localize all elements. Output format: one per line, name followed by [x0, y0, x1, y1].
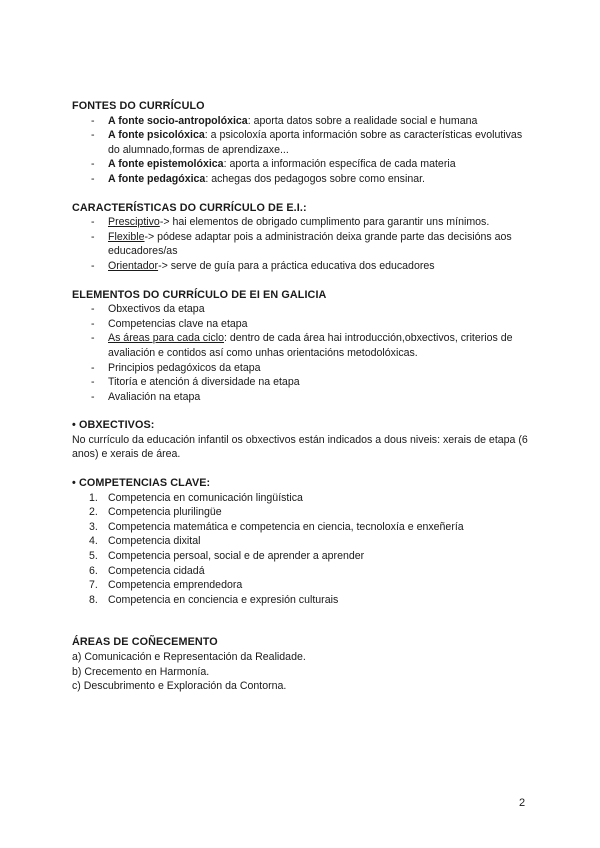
item-text: Titoría e atención á diversidade na etapa — [108, 376, 300, 389]
list-item — [72, 259, 532, 274]
fontes-list — [72, 114, 532, 187]
elementos-list — [72, 302, 532, 404]
areas-line: a) Comunicación e Representación da Realidade. — [72, 651, 306, 663]
item-text: Competencia en conciencia e expresión culturais — [108, 593, 339, 606]
item-text: Principios pedagóxicos da etapa — [108, 361, 261, 374]
list-item — [72, 331, 532, 360]
item-text: -> pódese adaptar pois a administración deixa grande parte das decisións aos educadores/as — [108, 230, 512, 258]
list-marker: - — [91, 129, 95, 142]
list-item — [72, 317, 532, 332]
list-item — [72, 564, 532, 579]
item-text: Competencia matemática e competencia en ciencia, tecnoloxía e enxeñería — [108, 520, 464, 533]
section-competencias — [72, 476, 532, 607]
item-text: Competencia cidadá — [108, 564, 205, 577]
list-item — [72, 375, 532, 390]
list-item — [72, 114, 532, 129]
section-fontes — [72, 99, 532, 187]
list-marker: 5. — [89, 550, 98, 563]
list-item — [72, 593, 532, 608]
list-marker: - — [91, 230, 95, 243]
item-text: -> serve de guía para a práctica educativa dos educadores — [158, 259, 435, 272]
areas-line: c) Descubrimento e Exploración da Contorna. — [72, 680, 287, 693]
list-marker: 4. — [89, 535, 98, 548]
item-term: Presciptivo — [108, 216, 160, 229]
section-heading-areas: ÁREAS DE COÑECEMENTO — [72, 636, 218, 649]
list-marker: - — [91, 361, 95, 374]
caracteristicas-list — [72, 215, 532, 273]
section-heading-obxectivos: • OBXECTIVOS: — [72, 419, 155, 432]
item-text: : a psicoloxía aporta información sobre as características evolutivas do alumnado,formas de aprendizaxe... — [108, 129, 523, 156]
page-content — [72, 99, 532, 708]
item-text: : achegas dos pedagogos sobre como ensinar. — [205, 172, 426, 185]
list-marker: - — [91, 317, 95, 330]
item-text: Competencia plurilingüe — [108, 506, 222, 519]
section-heading-fontes: FONTES DO CURRÍCULO — [72, 100, 205, 112]
list-item — [72, 128, 532, 157]
item-text: Competencia dixital — [108, 535, 201, 548]
list-item — [72, 172, 532, 187]
list-marker: - — [91, 172, 95, 185]
list-marker: 1. — [89, 491, 98, 504]
list-marker: - — [91, 259, 95, 272]
section-caracteristicas — [72, 201, 532, 274]
section-elementos — [72, 288, 532, 405]
list-item — [72, 390, 532, 405]
item-term: A fonte socio-antropolóxica — [108, 114, 248, 127]
areas-line: b) Crecemento en Harmonía. — [72, 665, 210, 678]
spacer — [72, 621, 532, 635]
list-marker: - — [91, 114, 95, 127]
list-marker: 8. — [89, 593, 98, 606]
item-text: : dentro de cada área hai introducción,obxectivos, criterios de avaliación e contidos así como unhas orientacións metodolóxicas. — [108, 332, 513, 359]
list-marker: 3. — [89, 520, 98, 533]
item-text: Competencias clave na etapa — [108, 317, 248, 330]
section-obxectivos — [72, 418, 532, 462]
item-text: Competencia en comunicación lingüística — [108, 491, 303, 504]
section-areas — [72, 635, 532, 693]
competencias-list — [72, 491, 532, 608]
list-item — [72, 491, 532, 506]
list-item — [72, 578, 532, 593]
list-item — [72, 230, 532, 259]
item-term: A fonte epistemolóxica — [108, 158, 224, 171]
list-marker: - — [91, 332, 95, 345]
list-item — [72, 215, 532, 230]
item-term: A fonte psicolóxica — [108, 129, 205, 142]
item-term: Flexible — [108, 230, 145, 243]
list-item — [72, 361, 532, 376]
list-marker: - — [91, 303, 95, 316]
section-heading-elementos: ELEMENTOS DO CURRÍCULO DE EI EN GALICIA — [72, 288, 327, 301]
list-marker: - — [91, 158, 95, 171]
list-marker: 2. — [89, 506, 98, 519]
list-item — [72, 302, 532, 317]
list-item — [72, 520, 532, 535]
section-heading-competencias: • COMPETENCIAS CLAVE: — [72, 477, 211, 490]
item-text: : aporta datos sobre a realidade social e humana — [247, 114, 478, 127]
obxectivos-paragraph: No currículo da educación infantil os obxectivos están indicados a dous niveis: xerais de etapa (6 anos) e xerais de área. — [72, 433, 528, 461]
item-text: Avaliación na etapa — [108, 390, 201, 403]
list-marker: - — [91, 376, 95, 389]
list-marker: - — [91, 390, 95, 403]
item-text: Obxectivos da etapa — [108, 303, 205, 316]
section-heading-caracteristicas: CARACTERÍSTICAS DO CURRÍCULO DE E.I.: — [72, 201, 307, 214]
item-term: Orientador — [108, 259, 159, 272]
list-marker: 6. — [89, 564, 98, 577]
item-text: -> hai elementos de obrigado cumplimento para garantir uns mínimos. — [159, 216, 490, 229]
item-text: Competencia emprendedora — [108, 579, 243, 592]
item-term: As áreas para cada ciclo — [108, 332, 225, 345]
list-item — [72, 505, 532, 520]
page-number: 2 — [519, 797, 526, 809]
list-item — [72, 534, 532, 549]
item-term: A fonte pedagóxica — [108, 172, 206, 185]
list-item — [72, 549, 532, 564]
item-text: Competencia persoal, social e de aprender a aprender — [108, 550, 365, 563]
list-item — [72, 157, 532, 172]
item-text: : aporta a información específica de cada materia — [223, 158, 456, 171]
list-marker: - — [91, 216, 95, 229]
list-marker: 7. — [89, 579, 98, 592]
